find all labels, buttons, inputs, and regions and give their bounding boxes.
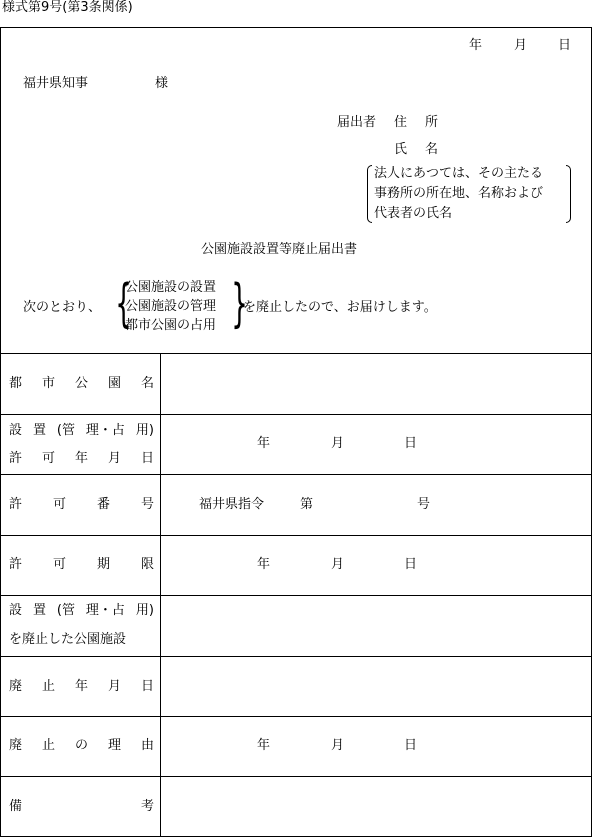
right-brace: } bbox=[231, 274, 248, 334]
addressee: 福井県知事 bbox=[23, 76, 89, 91]
permit-prefix: 福井県指令 bbox=[199, 497, 265, 512]
address-label-2: 所 bbox=[425, 115, 439, 130]
column-divider bbox=[160, 353, 161, 837]
form-number: 様式第9号(第3条関係) bbox=[2, 0, 133, 15]
period-year: 年 bbox=[257, 557, 271, 572]
label-char: 月 bbox=[107, 679, 121, 694]
statement-option-1: 公園施設の設置 bbox=[125, 280, 217, 295]
label-char: 期 bbox=[96, 557, 110, 572]
statement-option-2: 公園施設の管理 bbox=[125, 299, 217, 314]
permit-date-year: 年 bbox=[257, 436, 271, 451]
label-char: 置 bbox=[32, 603, 46, 618]
address-label-1: 住 bbox=[394, 115, 408, 130]
label-char: 日 bbox=[140, 679, 154, 694]
label-char: 許 bbox=[9, 557, 23, 572]
reason-day: 日 bbox=[404, 738, 418, 753]
label-char: 用) bbox=[135, 603, 154, 618]
label-abolition-reason bbox=[9, 738, 154, 753]
label-permit-number bbox=[9, 497, 154, 512]
row-divider bbox=[0, 414, 592, 415]
permit-dai: 第 bbox=[300, 497, 314, 512]
label-char: 理・占 bbox=[85, 603, 125, 618]
label-char: の bbox=[74, 738, 88, 753]
label-char: 日 bbox=[140, 451, 154, 466]
label-char: 月 bbox=[107, 451, 121, 466]
label-permit-period bbox=[9, 557, 154, 572]
value-remarks[interactable] bbox=[161, 777, 591, 836]
label-char: 公 bbox=[74, 376, 88, 391]
value-abolished-facility[interactable] bbox=[161, 596, 591, 656]
label-char: 考 bbox=[140, 799, 154, 814]
label-char: 限 bbox=[140, 557, 154, 572]
name-label-1: 氏 bbox=[394, 142, 408, 157]
date-year: 年 bbox=[469, 38, 483, 53]
note-bracket-right bbox=[566, 165, 571, 223]
frame-top bbox=[0, 27, 592, 28]
statement-suffix: を廃止したので、お届けします。 bbox=[243, 300, 437, 315]
label-char: (管 bbox=[56, 423, 75, 438]
label-permit-date-line2 bbox=[9, 451, 154, 466]
label-char: 設 bbox=[9, 423, 23, 438]
label-char: 止 bbox=[41, 679, 55, 694]
permit-go: 号 bbox=[417, 497, 431, 512]
label-char: 年 bbox=[74, 679, 88, 694]
label-char: 号 bbox=[140, 497, 154, 512]
name-label-2: 名 bbox=[425, 142, 439, 157]
label-permit-date-line1 bbox=[9, 423, 154, 438]
permit-date-day: 日 bbox=[404, 436, 418, 451]
permit-date-month: 月 bbox=[331, 436, 345, 451]
label-char: 可 bbox=[41, 451, 55, 466]
label-abolished-facility-line1 bbox=[9, 603, 154, 618]
label-char: 理 bbox=[107, 738, 121, 753]
corporate-note-line2: 事務所の所在地、名称および bbox=[374, 186, 544, 201]
applicant-label: 届出者 bbox=[337, 115, 377, 130]
label-char: 番 bbox=[96, 497, 110, 512]
period-day: 日 bbox=[404, 557, 418, 572]
reason-month: 月 bbox=[331, 738, 345, 753]
label-char: 名 bbox=[140, 376, 154, 391]
label-char: 設 bbox=[9, 603, 23, 618]
document-title: 公園施設設置等廃止届出書 bbox=[201, 242, 358, 257]
label-char: 許 bbox=[9, 451, 23, 466]
label-char: 許 bbox=[9, 497, 23, 512]
value-park-name[interactable] bbox=[161, 354, 591, 414]
date-day: 日 bbox=[558, 38, 572, 53]
label-abolition-date bbox=[9, 679, 154, 694]
date-month: 月 bbox=[514, 38, 528, 53]
label-char: 止 bbox=[41, 738, 55, 753]
statement-option-3: 都市公園の占用 bbox=[125, 318, 217, 333]
row-divider bbox=[0, 716, 592, 717]
row-divider bbox=[0, 474, 592, 475]
label-char: 廃 bbox=[9, 738, 23, 753]
label-char: 廃 bbox=[9, 679, 23, 694]
label-char: 置 bbox=[32, 423, 46, 438]
honorific: 様 bbox=[155, 76, 169, 91]
left-brace: { bbox=[115, 274, 132, 334]
note-bracket-left bbox=[367, 165, 372, 223]
label-char: 用) bbox=[135, 423, 154, 438]
label-char: 都 bbox=[9, 376, 23, 391]
row-divider bbox=[0, 535, 592, 536]
label-char: 備 bbox=[9, 799, 23, 814]
label-char: 理・占 bbox=[85, 423, 125, 438]
label-char: 由 bbox=[140, 738, 154, 753]
value-abolition-date[interactable] bbox=[161, 657, 591, 716]
reason-year: 年 bbox=[257, 738, 271, 753]
label-char: 可 bbox=[52, 497, 66, 512]
corporate-note-line1: 法人にあつては、その主たる bbox=[374, 166, 544, 181]
label-abolished-facility-line2: を廃止した公園施設 bbox=[9, 632, 127, 647]
corporate-note-line3: 代表者の氏名 bbox=[374, 206, 453, 221]
label-char: 年 bbox=[74, 451, 88, 466]
label-char: (管 bbox=[56, 603, 75, 618]
period-month: 月 bbox=[331, 557, 345, 572]
label-park-name bbox=[9, 376, 154, 391]
statement-prefix: 次のとおり、 bbox=[23, 300, 102, 315]
label-char: 可 bbox=[52, 557, 66, 572]
label-char: 市 bbox=[41, 376, 55, 391]
label-char: 園 bbox=[107, 376, 121, 391]
label-remarks bbox=[9, 799, 154, 814]
